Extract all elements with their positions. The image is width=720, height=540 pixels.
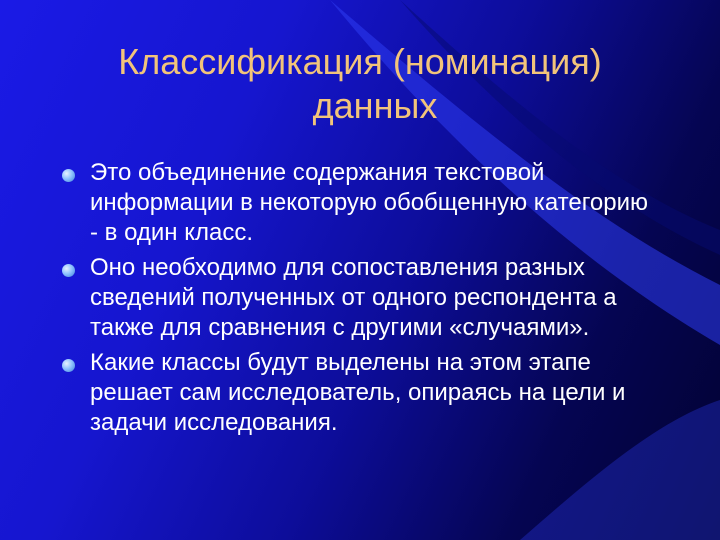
- title-line-2: данных: [312, 85, 438, 126]
- bullet-dot-icon: [62, 359, 75, 372]
- bullet-item: [60, 253, 660, 343]
- bullet-dot-icon: [62, 169, 75, 182]
- bullet-item: [60, 348, 660, 438]
- slide-title: [0, 40, 720, 128]
- bullet-text: Это объединение содержания текстовой информации в некоторую обобщенную категорию - в один класс.: [90, 159, 649, 246]
- bullet-text: Какие классы будут выделены на этом этапе решает сам исследователь, опираясь на цели и задачи исследования.: [90, 349, 626, 436]
- bullet-list: [60, 158, 660, 443]
- bullet-item: [60, 158, 660, 248]
- title-line-1: Классификация (номинация): [118, 41, 602, 82]
- bullet-text: Оно необходимо для сопоставления разных сведений полученных от одного респондента а также для сравнения с другими «случаями».: [90, 254, 617, 341]
- bullet-dot-icon: [62, 264, 75, 277]
